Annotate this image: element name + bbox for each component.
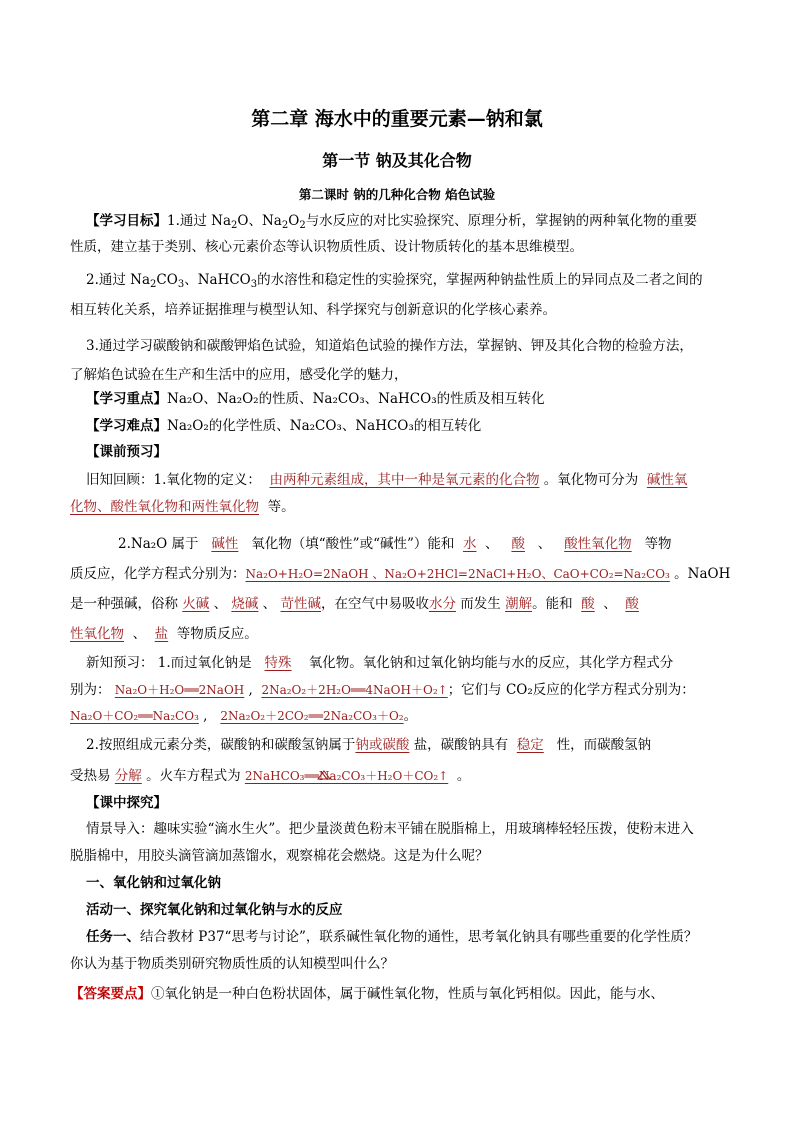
answer-blank: Na₂O＋H₂O══2NaOH <box>114 683 245 697</box>
na2o-line1: 2.Na₂O 属于 碱性 氧化物（填“酸性”或“碱性”）能和 水 、 酸 、 酸性氧化物 等物 <box>118 536 672 552</box>
objective-3: 3.通过学习碳酸钠和碳酸钾焰色试验，知道焰色试验的操作方法，掌握钠、钾及其化合物的检验方法， <box>86 338 693 354</box>
answer-blank: 酸 <box>581 596 595 612</box>
review-line1: 旧知回顾：1.氧化物的定义： 由两种元素组成，其中一种是氧元素的化合物 。氧化物可分为 碱性氧 <box>86 472 688 488</box>
difficult-points: 【学习难点】Na₂O₂的化学性质、Na₂CO₃、NaHCO₃的相互转化 <box>86 418 482 434</box>
answer-blank: 分解 <box>114 768 142 784</box>
answer-blank: 特殊 <box>264 655 292 671</box>
section-title: 第一节 钠及其化合物 <box>322 151 472 170</box>
task1-line2: 你认为基于物质类别研究物质性质的认知模型叫什么？ <box>70 956 394 972</box>
key-points: 【学习重点】Na₂O、Na₂O₂的性质、Na₂CO₃、NaHCO₃的性质及相互转化 <box>86 391 545 407</box>
answer-line: 【答案要点】①氧化钠是一种白色粉状固体，属于碱性氧化物，性质与氧化钙相似。因此，能与水、 <box>70 986 664 1002</box>
answer-blank: 水 <box>462 536 477 552</box>
lesson-title: 第二课时 钠的几种化合物 焰色试验 <box>298 187 496 202</box>
answer-blank: 由两种元素组成，其中一种是氧元素的化合物 <box>269 472 540 488</box>
chapter-title: 第二章 海水中的重要元素—钠和氯 <box>251 108 543 130</box>
answer-blank: 2NaHCO₃══Na₂CO₃＋H₂O＋CO₂↑ <box>244 769 449 783</box>
answer-blank: 火碱 <box>182 596 210 612</box>
objective-2-line2: 相互转化关系，培养证据推理与模型认知、科学探究与创新意识的化学核心素养。 <box>70 302 556 318</box>
task1-line1: 任务一、结合教材 P37“思考与讨论”，联系碱性氧化物的通性，思考氧化钠具有哪些重要的化学性质？ <box>86 929 698 945</box>
answer-blank: Na₂O＋CO₂══Na₂CO₃ <box>70 709 199 723</box>
section-heading: 一、氧化钠和过氧化钠 <box>86 875 221 891</box>
answer-blank: 潮解 <box>505 596 533 612</box>
answer-blank: 烧碱 <box>231 596 259 612</box>
objective-1: 【学习目标】1.通过 $Na_2O$、$Na_2O_2$与水反应的对比实验探究、原理分析，掌握钠的两种氧化物的重要 <box>86 213 698 231</box>
intro-line2: 脱脂棉中，用胶头滴管滴加蒸馏水，观察棉花会燃烧。这是为什么呢？ <box>70 848 489 864</box>
new-knowledge-line1: 新知预习： 1.而过氧化钠是 特殊 氧化物。氧化钠和过氧化钠均能与水的反应，其化学方程式分 <box>86 655 674 671</box>
answer-blank: 酸 <box>511 536 525 552</box>
carbonate-line2: 受热易 分解 。火车方程式为 2NaHCO₃══Na₂CO₃＋H₂O＋CO₂↑ 。 <box>70 768 471 784</box>
objective-2: 2.通过 $Na_2CO_3$、NaHCO$_3$的水溶性和稳定性的实验探究，掌握两种钠盐性质上的异同点及二者之间的 <box>86 272 703 290</box>
answer-label: 【答案要点】 <box>70 986 151 1002</box>
answer-blank: 性氧化物 <box>70 626 124 642</box>
answer-blank: 化物、酸性氧化物和两性氧化物 <box>70 499 259 515</box>
review-line2: 化物、酸性氧化物和两性氧化物 等。 <box>70 499 295 515</box>
objective-1-line2: 性质，建立基于类别、核心元素价态等认识物质性质、设计物质转化的基本思维模型。 <box>70 239 583 255</box>
answer-blank: 水分 <box>428 596 456 612</box>
naoh-line2: 性氧化物 、 盐 等物质反应。 <box>70 626 258 642</box>
answer-blank: 2Na₂O₂＋2CO₂══2Na₂CO₃＋O₂ <box>220 709 404 723</box>
answer-blank: 碱性氧 <box>646 472 688 488</box>
answer-blank: 2Na₂O₂＋2H₂O══4NaOH＋O₂↑ <box>261 683 448 697</box>
answer-blank: 酸 <box>625 596 639 612</box>
carbonate-line1: 2.按照组成元素分类，碳酸钠和碳酸氢钠属于钠或碳酸 盐，碳酸钠具有 稳定 性，而碳酸氢钠 <box>86 737 652 753</box>
na2o-line2: 质反应，化学方程式分别为：Na₂O+H₂O=2NaOH 、Na₂O+2HCl=2NaCl+H₂O、CaO+CO₂=Na₂CO₃ 。NaOH <box>70 566 731 582</box>
preview-label: 【课前预习】 <box>86 444 167 460</box>
naoh-line1: 是一种强碱，俗称 火碱 、 烧碱 、 苛性碱，在空气中易吸收水分 而发生 潮解。能和 酸 、 酸 <box>70 596 639 612</box>
answer-blank: Na₂O+H₂O=2NaOH 、Na₂O+2HCl=2NaCl+H₂O、CaO+CO₂=Na₂CO₃ <box>245 567 670 581</box>
answer-blank: 稳定 <box>516 737 544 753</box>
activity-heading: 活动一、探究氧化钠和过氧化钠与水的反应 <box>86 902 343 918</box>
answer-blank: 酸性氧化物 <box>564 536 632 552</box>
answer-blank: 盐 <box>154 626 169 642</box>
answer-blank: 钠或碳酸 <box>355 737 410 753</box>
class-inquiry-label: 【课中探究】 <box>86 795 167 811</box>
answer-blank: 碱性 <box>211 536 239 552</box>
objective-3-line2: 了解焰色试验在生产和生活中的应用，感受化学的魅力， <box>70 367 408 383</box>
objectives-label: 【学习目标】 <box>86 213 167 229</box>
new-knowledge-line2: 别为： Na₂O＋H₂O══2NaOH , 2Na₂O₂＋2H₂O══4NaOH＋O₂↑；它们与 CO₂反应的化学方程式分别为： <box>70 682 695 698</box>
answer-blank: 苛性碱 <box>280 596 321 612</box>
intro-line1: 情景导入：趣味实验“滴水生火”。把少量淡黄色粉末平铺在脱脂棉上，用玻璃棒轻轻压拨，使粉末进入 <box>86 821 694 837</box>
new-knowledge-line3: Na₂O＋CO₂══Na₂CO₃ , 2Na₂O₂＋2CO₂══2Na₂CO₃＋O₂。 <box>70 708 418 724</box>
